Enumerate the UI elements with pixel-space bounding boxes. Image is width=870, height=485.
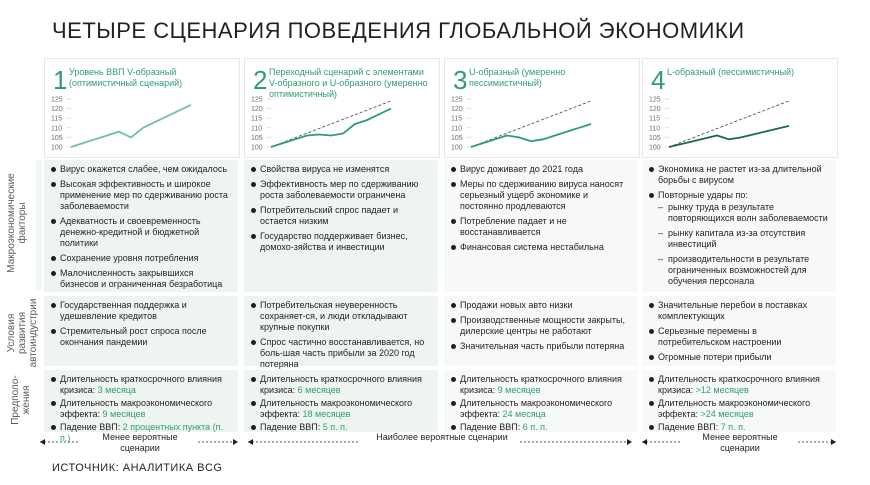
list-item: – рынку капитала из-за отсутствия инвестиций [658,228,830,250]
scenario-title: Уровень ВВП V-образный (оптимистичный сценарий) [69,67,183,88]
assumption-item [60,374,232,396]
list-item: – рынку труда в результате повторяющихся волн заболеваемости [658,202,830,224]
list-item: Производственные мощности закрыты, дилерские центры не работают [460,315,632,337]
list-item: Высокая эффективность и широкое применение мер по сдерживанию роста заболеваемости [60,179,232,212]
scenario-line [669,126,789,147]
assumption-value: 7 п. п. [720,422,746,432]
assumption-label: Длительность макроэкономического эффекта: [658,398,811,419]
y-tick-label: 115 [649,115,661,123]
list-item: Эффективность мер по сдерживанию роста заболеваемости ограничена [260,179,432,201]
assumption-label: Падение ВВП: [60,422,121,432]
assumption-label: Длительность краткосрочного влияния кризиса: [60,374,222,395]
scenario-header-4 [642,58,838,158]
y-tick-label: 115 [251,115,263,123]
assumption-value: >24 месяцев [700,409,754,419]
scenario-number: 1 [53,65,68,95]
assumption-label: Длительность макроэкономического эффекта: [60,398,213,419]
row-label-auto: Условия развития автоиндустрии [6,298,39,368]
assumption-item [460,398,632,420]
assumption-value: 3 месяца [97,385,136,395]
list-item: Значительная часть прибыли потеряна [460,341,632,352]
list-item: Спрос частично восстанавливается, но боль-шая часть прибыли за 2020 год потеряна [260,337,432,370]
scenario-title: L-образный (пессимистичный) [667,67,795,77]
scenario-title: Переходный сценарий с элементами V-образного и U-образного (умеренно оптимистичный) [269,67,428,99]
row-accent [36,160,42,290]
y-tick-label: 115 [51,115,63,123]
scenario-line [71,105,191,147]
page-title: ЧЕТЫРЕ СЦЕНАРИЯ ПОВЕДЕНИЯ ГЛОБАЛЬНОЙ ЭКОНОМИКИ [52,18,745,43]
trend-line [471,101,591,147]
y-tick-label: 105 [251,134,263,142]
list-item: Меры по сдерживанию вируса наносят серьезный ущерб экономике и постоянно продлеваются [460,179,632,212]
assumption-value: 18 месяцев [302,409,351,419]
auto-cell-1 [44,296,238,366]
list-item: Государственная поддержка и удешевление кредитов [60,300,232,322]
scenario-chart [647,95,797,151]
y-tick-label: 120 [451,106,463,114]
macro-cell-1 [44,160,238,292]
assumption-value: 24 месяца [502,409,546,419]
y-tick-label: 100 [51,144,63,151]
footer-left: Менее вероятные сценарии [102,432,178,453]
y-tick-label: 110 [649,125,661,133]
auto-cell-2 [244,296,438,369]
y-tick-label: 120 [251,106,263,114]
scenario-title: U-образный (умеренно пессимистичный) [469,67,566,88]
assumption-cell-2 [244,370,438,432]
assumption-label: Падение ВВП: [260,422,321,432]
y-tick-label: 120 [649,106,661,114]
list-item: Государство поддерживает бизнес, домохо-зяйства и инвестиции [260,231,432,253]
y-tick-label: 125 [51,96,63,104]
assumption-item [658,374,830,396]
auto-cell-3 [444,296,638,366]
y-tick-label: 125 [649,96,661,104]
list-item: Стремительный рост спроса после окончания пандемии [60,326,232,348]
assumption-cell-4 [642,370,836,432]
scenario-header-1 [44,58,240,158]
list-item: Значительные перебои в поставках комплектующих [658,300,830,322]
scenario-chart [49,95,199,151]
y-tick-label: 110 [251,125,263,133]
assumption-label: Длительность краткосрочного влияния кризиса: [658,374,820,395]
assumption-label: Длительность макроэкономического эффекта: [460,398,613,419]
assumption-label: Длительность краткосрочного влияния кризиса: [260,374,422,395]
row-label-macro: Макроэкономические факторы [6,173,28,273]
assumption-label: Длительность макроэкономического эффекта: [260,398,413,419]
macro-cell-4 [642,160,836,292]
assumption-value: 5 п. п. [322,422,348,432]
scenario-number: 2 [253,65,268,95]
list-item: Потребительский спрос падает и остается низким [260,205,432,227]
list-item: Потребительская неуверенность сохраняет-ся, и люди откладывают крупные покупки [260,300,432,333]
list-item: Вирус окажется слабее, чем ожидалось [60,164,232,175]
list-item: Потребление падает и не восстанавливается [460,216,632,238]
list-item: Сохранение уровня потребления [60,253,232,264]
scenario-chart [449,95,599,151]
y-tick-label: 105 [649,134,661,142]
auto-cell-4 [642,296,836,366]
footer-right: Менее вероятные сценарии [702,432,778,453]
trend-line [271,101,391,147]
assumption-item [658,398,830,420]
list-item: Финансовая система нестабильна [460,242,632,253]
assumption-value: 6 месяцев [297,385,341,395]
list-item: Продажи новых авто низки [460,300,632,311]
list-item: Вирус доживает до 2021 года [460,164,632,175]
y-tick-label: 125 [451,96,463,104]
macro-cell-3 [444,160,638,292]
y-tick-label: 105 [451,134,463,142]
list-item: Малочисленность закрывшихся бизнесов и ограниченная безработица [60,268,232,290]
assumption-value: 9 месяцев [497,385,541,395]
assumption-item [260,374,432,396]
scenario-line [271,109,391,147]
y-tick-label: 120 [51,106,63,114]
assumption-value: 9 месяцев [102,409,146,419]
footer-center: Наиболее вероятные сценарии [376,432,508,442]
assumption-label: Падение ВВП: [460,422,521,432]
list-item: Свойства вируса не изменятся [260,164,432,175]
scenario-line [471,124,591,147]
assumption-item [460,374,632,396]
scenario-header-2 [244,58,440,158]
macro-cell-2 [244,160,438,292]
scenario-number: 4 [651,65,666,95]
list-item: Повторные удары по: [658,190,830,201]
assumption-value: 6 п. п. [522,422,548,432]
list-item: Серьезные перемены в потребительском настроении [658,326,830,348]
y-tick-label: 110 [51,125,63,133]
assumption-item [60,398,232,420]
y-tick-label: 125 [251,96,263,104]
list-item: Экономика не растет из-за длительной борьбы с вирусом [658,164,830,186]
assumption-item [260,398,432,420]
y-tick-label: 100 [451,144,463,151]
list-item: Адекватность и своевременность денежно-кредитной и бюджетной политики [60,216,232,249]
y-tick-label: 105 [51,134,63,142]
list-item: Огромные потери прибыли [658,352,830,363]
y-tick-label: 110 [451,125,463,133]
assumption-label: Длительность краткосрочного влияния кризиса: [460,374,622,395]
scenario-number: 3 [453,65,468,95]
assumption-value: >12 месяцев [695,385,749,395]
assumption-cell-3 [444,370,638,432]
y-tick-label: 100 [251,144,263,151]
scenario-chart [249,95,399,151]
assumption-value: 2 процентных пункта (п. п.) [60,422,223,443]
list-item: – производительности в результате ограниченных возможностей для обучения персонала [658,254,830,287]
source-note: ИСТОЧНИК: АНАЛИТИКА BCG [52,462,223,474]
assumption-label: Падение ВВП: [658,422,719,432]
scenario-header-3 [444,58,640,158]
y-tick-label: 100 [649,144,661,151]
y-tick-label: 115 [451,115,463,123]
row-label-assume: Предполо-жения [10,375,32,425]
